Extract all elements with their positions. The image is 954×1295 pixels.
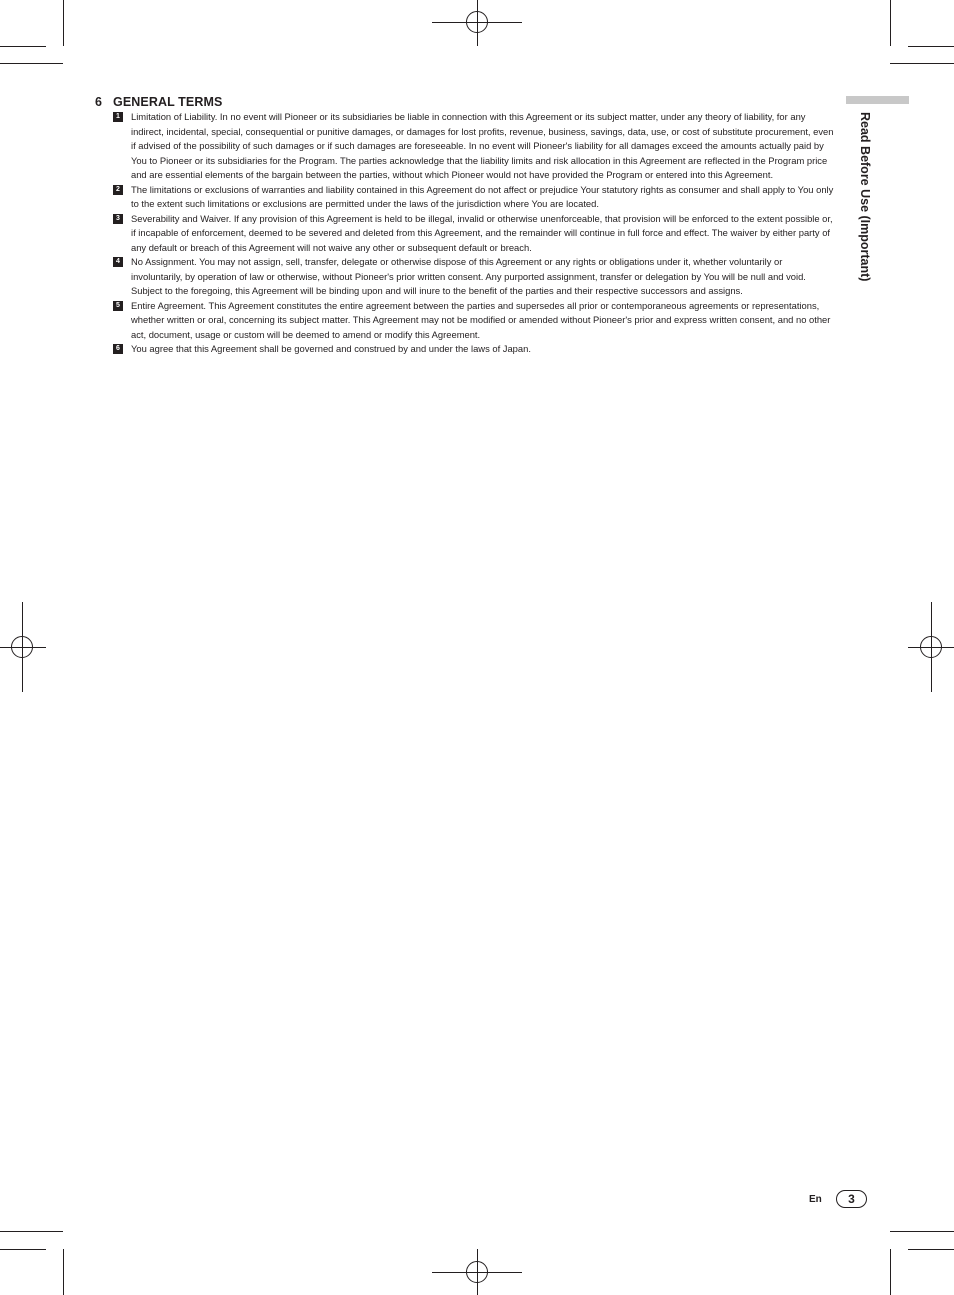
registration-circle	[11, 636, 33, 658]
clause-item	[113, 342, 835, 357]
crop-mark-line	[890, 1231, 954, 1232]
clause-number-badge: 5	[113, 301, 123, 311]
clause-item	[113, 299, 835, 343]
clause-text: No Assignment. You may not assign, sell, transfer, delegate or otherwise dispose of this Agreement or any rights or obligations under it, whether voluntarily or involuntarily, by operation of law or otherwise, without Pioneer's prior written consent. Any purported assignment, transfer or delegation by You will be null and void. Subject to the foregoing, this Agreement will be binding upon and will inure to the benefit of the parties and their respective successors and assigns.	[131, 256, 806, 296]
section-heading	[95, 95, 222, 109]
section-title: GENERAL TERMS	[113, 95, 223, 109]
clause-number-badge: 4	[113, 257, 123, 267]
registration-circle	[920, 636, 942, 658]
crop-mark-line	[0, 1249, 46, 1250]
clause-number-badge: 1	[113, 112, 123, 122]
registration-circle	[466, 11, 488, 33]
crop-mark-line	[0, 63, 63, 64]
crop-mark-line	[0, 1231, 63, 1232]
clause-text: You agree that this Agreement shall be governed and construed by and under the laws of Japan.	[131, 343, 531, 354]
page-number: 3	[836, 1190, 867, 1208]
crop-mark-line	[890, 0, 891, 46]
crop-mark-line	[908, 1249, 954, 1250]
clause-item	[113, 110, 835, 183]
clause-text: Limitation of Liability. In no event will Pioneer or its subsidiaries be liable in connection with this Agreement or its subject matter, under any theory of liability, for any indirect, incidental, special, consequential or punitive damages, or damages for lost profits, revenue, business, savings, data, use, or cost of substitute procurement, even if advised of the possibility of such damages or if such damages are foreseeable. In no event will Pioneer's liability for all damages exceed the amounts actually paid by You to Pioneer or its subsidiaries for the Program. The parties acknowledge that the liability limits and risk allocation in this Agreement are reflected in the Program price and are essential elements of the bargain between the parties, without which Pioneer would not have provided the Program or entered into this Agreement.	[131, 111, 834, 180]
clause-number-badge: 2	[113, 185, 123, 195]
clause-item	[113, 183, 835, 212]
clause-number-badge: 3	[113, 214, 123, 224]
registration-circle	[466, 1261, 488, 1283]
crop-mark-line	[0, 46, 46, 47]
clause-text: The limitations or exclusions of warranties and liability contained in this Agreement do not affect or prejudice Your statutory rights as consumer and shall apply to You only to the extent such limitations or exclusions are permitted under the laws of the jurisdiction where You are located.	[131, 183, 834, 209]
clause-item	[113, 255, 835, 299]
clause-text: Entire Agreement. This Agreement constitutes the entire agreement between the parties and supersedes all prior or contemporaneous agreements or representations, whether written or oral, concerning its subject matter. This Agreement may not be modified or amended without Pioneer's prior and express written consent, and no other act, document, usage or custom will be deemed to amend or modify this Agreement.	[131, 299, 831, 340]
footer-language: En	[809, 1194, 822, 1205]
side-tab-label: Read Before Use (Important)	[858, 112, 872, 282]
crop-mark-line	[63, 0, 64, 46]
crop-mark-line	[63, 1249, 64, 1295]
side-tab-bar	[846, 96, 909, 104]
clause-number-badge: 6	[113, 344, 123, 354]
crop-mark-line	[890, 63, 954, 64]
crop-mark-line	[890, 1249, 891, 1295]
crop-mark-line	[908, 46, 954, 47]
section-number: 6	[95, 95, 103, 109]
clause-list	[113, 110, 835, 357]
clause-item	[113, 212, 835, 256]
clause-text: Severability and Waiver. If any provision of this Agreement is held to be illegal, invalid or otherwise unenforceable, that provision will be enforced to the extent possible or, if incapable of enforcement, deemed to be severed and deleted from this Agreement, and the remainder will continue in full force and effect. The waiver by either party of any default or breach of this Agreement will not waive any other or subsequent default or breach.	[131, 212, 833, 253]
